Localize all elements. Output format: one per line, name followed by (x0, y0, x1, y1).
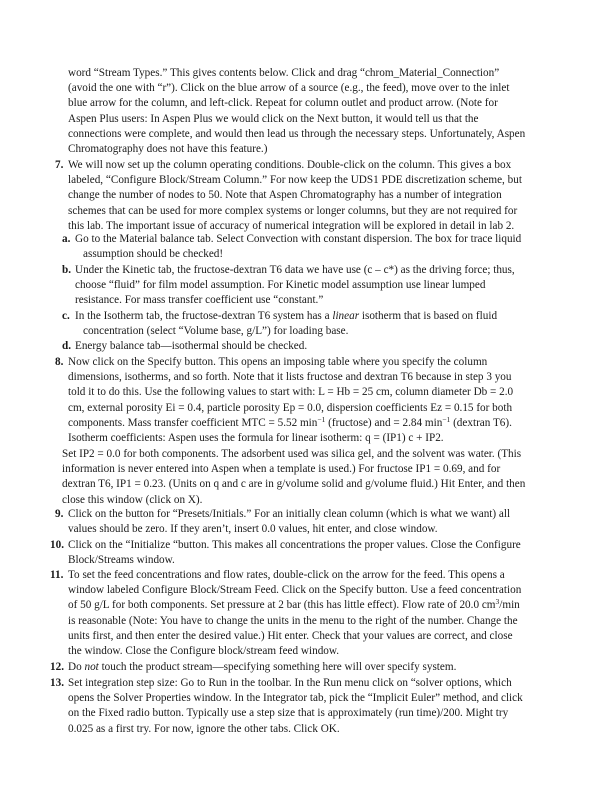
step-13-text (68, 676, 523, 737)
text-line: units first, and then enter the desired value.) Hit enter. Check that your values are correct, and close (68, 629, 513, 642)
text-line: labeled, “Configure Block/Stream Column.” For now keep the UDS1 PDE discretization scheme, but (68, 174, 522, 187)
text-line: close this window (click on X). (62, 493, 203, 506)
text-span: /min (499, 599, 520, 612)
text-line (68, 416, 513, 431)
text-line (75, 309, 497, 324)
intro-paragraph (68, 66, 525, 157)
text-line: Set IP2 = 0.0 for both components. The adsorbent used was silica gel, and the solvent was water. (This (62, 448, 522, 460)
step-7a-label: a. (62, 233, 71, 245)
text-line: dimensions, isotherms, and so forth. Note that it lists fructose and dextran T6 because in step 3 you (68, 371, 512, 384)
text-line: We will now set up the column operating conditions. Double-click on the column. This gives a box (68, 159, 512, 171)
text-line: information is never entered into Aspen when a template is used.) For fructose IP1 = 0.69, and for (62, 463, 501, 476)
text-line: the window. Close the Configure block/stream feed window. (68, 645, 340, 658)
text-line (68, 660, 456, 675)
step-7-text (68, 158, 522, 234)
text-line: Isotherm coefficients: Aspen uses the formula for linear isotherm: q = (IP1) c + IP2. (68, 432, 444, 445)
step-11-number: 11. (50, 569, 64, 581)
step-7b-text (75, 263, 515, 309)
text-line: Now click on the Specify button. This opens an imposing table where you specify the column (68, 356, 488, 368)
text-line (68, 598, 521, 613)
step-13-number: 13. (50, 677, 64, 689)
step-10-text (68, 538, 521, 568)
text-span: (dextran T6). (450, 416, 512, 429)
text-line: blue arrow for the column, and left-click. Repeat for column outlet and product arrow. (Note for (68, 97, 498, 110)
text-span: of 50 g/L for both components. Set pressure at 2 bar (this has little effect). Flow rate of 20.0 cm (68, 599, 496, 612)
step-7d-label: d. (62, 340, 72, 352)
superscript: 3 (495, 597, 500, 607)
text-line: values should be zero. If they aren’t, insert 0.0 values, hit enter, and close window. (68, 523, 438, 536)
step-10-number: 10. (50, 539, 64, 551)
step-9-text (68, 507, 510, 537)
text-line: choose “fluid” for film model assumption. For Kinetic model assumption use linear lumped (75, 279, 486, 292)
text-line: change the number of nodes to 50. Note that Aspen Chromatography has a number of integration (68, 189, 502, 202)
step-8-number: 8. (55, 356, 64, 368)
text-span: components. Mass transfer coefficient MTC = 5.52 min (68, 416, 318, 429)
text-line: 0.025 as a first try. For now, ignore the other tabs. Click OK. (68, 722, 340, 735)
step-9-number: 9. (55, 508, 64, 520)
text-line: (avoid the one with “r”). Click on the blue arrow of a source (e.g., the feed), move over to the inlet (68, 82, 510, 95)
text-line: is reasonable (Note: You have to change the units in the menu to the right of the number. Change the (68, 614, 518, 627)
text-line: Aspen Plus users: In Aspen Plus we would click on the Next button, it would tell us that the (68, 112, 479, 125)
text-line: Click on the button for “Presets/Initials.” For an initially clean column (which is what we want) all (68, 508, 511, 520)
text-line: Click on the “Initialize “button. This makes all concentrations the proper values. Close the Configure (68, 539, 521, 551)
step-11-text (68, 568, 521, 659)
text-line: this lab. The important issue of accuracy of numerical integration will be explored in detail in lab 2. (68, 219, 515, 232)
emphasis-text: linear (332, 310, 360, 322)
text-line: Energy balance tab—isothermal should be checked. (75, 340, 308, 352)
text-span: isotherm that is based on fluid (359, 310, 498, 322)
text-line: dextran T6, IP1 = 0.23. (Units on q and c are in g/volume solid and g/volume fluid.) Hit Enter, and then (62, 478, 526, 491)
step-7c-label: c. (62, 310, 70, 322)
text-line: word “Stream Types.” This gives contents below. Click and drag “chrom_Material_Connection” (68, 67, 500, 79)
step-8-continuation (62, 447, 525, 508)
step-12-text (68, 660, 456, 675)
step-7a-text (75, 232, 521, 262)
text-line: schemes that can be used for more complex systems or longer columns, but they are not required for (68, 204, 518, 217)
text-line: opens the Solver Properties window. In the Integrator tab, pick the “Implicit Euler” method, and click (68, 692, 523, 705)
text-line: assumption should be checked! (83, 248, 224, 261)
text-line: Set integration step size: Go to Run in the toolbar. In the Run menu click on “solver options, which (68, 677, 512, 689)
superscript: −1 (317, 414, 326, 424)
text-line: told it to do this. Use the following values to start with: L = Hb = 25 cm, column diameter Db = 2.0 (68, 386, 514, 399)
text-line: Go to the Material balance tab. Select Convection with constant dispersion. The box for trace liquid (75, 233, 522, 245)
superscript: −1 (442, 414, 451, 424)
text-line: connections were complete, and would then lead us through the necessary steps. Unfortunately, Aspen (68, 127, 526, 140)
text-line: Block/Streams window. (68, 554, 175, 567)
emphasis-text: not (84, 661, 99, 673)
text-line: on the Fixed radio button. Typically use a step size that is approximately (run time)/200. Might try (68, 707, 509, 720)
text-line: cm, external porosity Ei = 0.4, particle porosity Ep = 0.0, dispersion coefficients Ez = 0.15 for both (68, 401, 513, 414)
text-line: window labeled Configure Block/Stream Feed. Click on the Specify button. Use a feed concentration (68, 584, 522, 597)
step-8-text (68, 355, 513, 446)
step-12-number: 12. (50, 661, 64, 673)
text-line: concentration (select “Volume base, g/L”) for loading base. (83, 325, 349, 338)
text-span: (fructose) and = 2.84 min (325, 416, 443, 429)
text-span: Do (68, 661, 85, 673)
text-line: To set the feed concentrations and flow rates, double-click on the arrow for the feed. This opens a (68, 569, 505, 581)
text-span: touch the product stream—specifying something here will over specify system. (98, 661, 457, 673)
text-span: In the Isotherm tab, the fructose-dextran T6 system has a (75, 310, 333, 322)
text-line: Chromatography does not have this feature.) (68, 143, 268, 156)
step-7d-text (75, 339, 307, 354)
step-7-number: 7. (55, 159, 64, 171)
text-line: Under the Kinetic tab, the fructose-dextran T6 data we have use (c – c*) as the driving force; thus, (75, 264, 515, 276)
step-7c-text (75, 309, 497, 339)
text-line: resistance. For mass transfer coefficient use “constant.” (75, 294, 324, 307)
step-7b-label: b. (62, 264, 72, 276)
